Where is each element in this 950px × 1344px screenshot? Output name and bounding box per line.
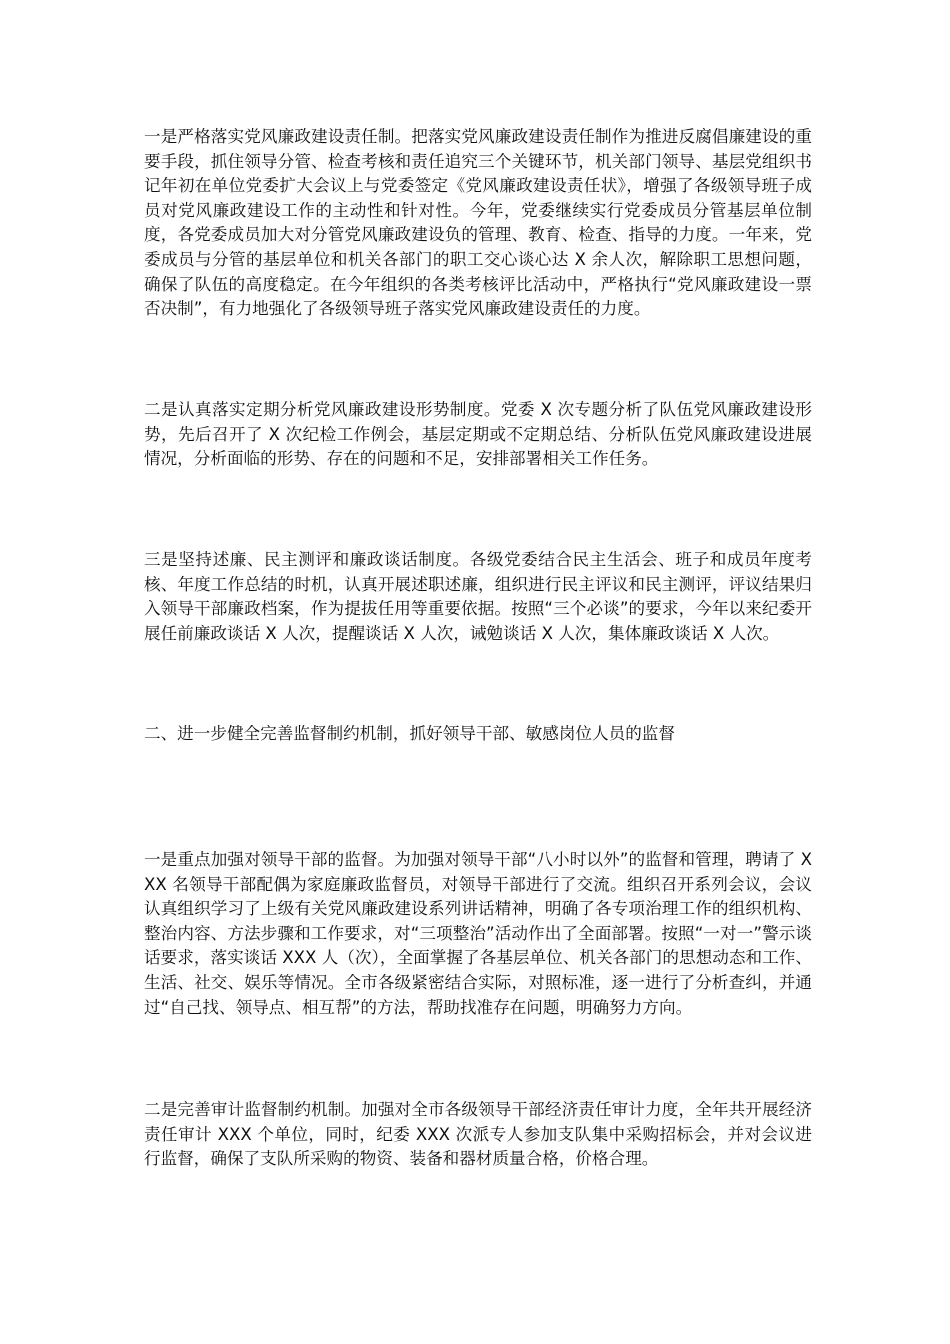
paragraph-responsibility-system: 一是严格落实党风廉政建设责任制。把落实党风廉政建设责任制作为推进反腐倡廉建设的重要手段，抓住领导分管、检查考核和责任追究三个关键环节，机关部门领导、基层党组织书记年初在单位党委扩大会议上与党委签定《党风廉政建设责任状》，增强了各级领导班子成员对党风廉政建设工作的主动性和针对性。今年，党委继续实行党委成员分管基层单位制度，各党委成员加大对分管党风廉政建设负的管理、教育、检查、指导的力度。一年来，党委成员与分管的基层单位和机关各部门的职工交心谈心达 X 余人次，解除职工思想问题，确保了队伍的高度稳定。在今年组织的各类考核评比活动中，严格执行“党风廉政建设一票否决制”，有力地强化了各级领导班子落实党风廉政建设责任的力度。 [144, 127, 812, 319]
paragraph-leader-supervision: 一是重点加强对领导干部的监督。为加强对领导干部“八小时以外”的监督和管理，聘请了 XXX 名领导干部配偶为家庭廉政监督员，对领导干部进行了交流。组织召开系列会议，会议认真组织学习了上级有关党风廉政建设系列讲话精神，明确了各专项治理工作的组织机构、整治内容、方法步骤和工作要求，对“三项整治”活动作出了全面部署。按照“一对一”警示谈话要求，落实谈话 XXX 人（次），全面掌握了各基层单位、机关各部门的思想动态和工作、生活、社交、娱乐等情况。全市各级紧密结合实际，对照标准，逐一进行了分析查纠，并通过“自己找、领导点、相互帮”的方法，帮助找准存在问题，明确努力方向。 [144, 850, 812, 1017]
section-heading: 二、进一步健全完善监督制约机制，抓好领导干部、敏感岗位人员的监督 [144, 724, 675, 743]
paragraph-audit-supervision: 二是完善审计监督制约机制。加强对全市各级领导干部经济责任审计力度，全年共开展经济责任审计 XXX 个单位，同时，纪委 XXX 次派专人参加支队集中采购招标会，并对会议进行监督，确保了支队所采购的物资、装备和器材质量合格，价格合理。 [144, 1100, 812, 1169]
paragraph-integrity-talks: 三是坚持述廉、民主测评和廉政谈话制度。各级党委结合民主生活会、班子和成员年度考核、年度工作总结的时机，认真开展述职述廉，组织进行民主评议和民主测评，评议结果归入领导干部廉政档案，作为提拔任用等重要依据。按照“三个必谈”的要求，今年以来纪委开展任前廉政谈话 X 人次，提醒谈话 X 人次，诫勉谈话 X 人次，集体廉政谈话 X 人次。 [144, 550, 812, 643]
paragraph-situation-analysis: 二是认真落实定期分析党风廉政建设形势制度。党委 X 次专题分析了队伍党风廉政建设形势，先后召开了 X 次纪检工作例会，基层定期或不定期总结、分析队伍党风廉政建设进展情况，分析面临的形势、存在的问题和不足，安排部署相关工作任务。 [144, 400, 812, 469]
